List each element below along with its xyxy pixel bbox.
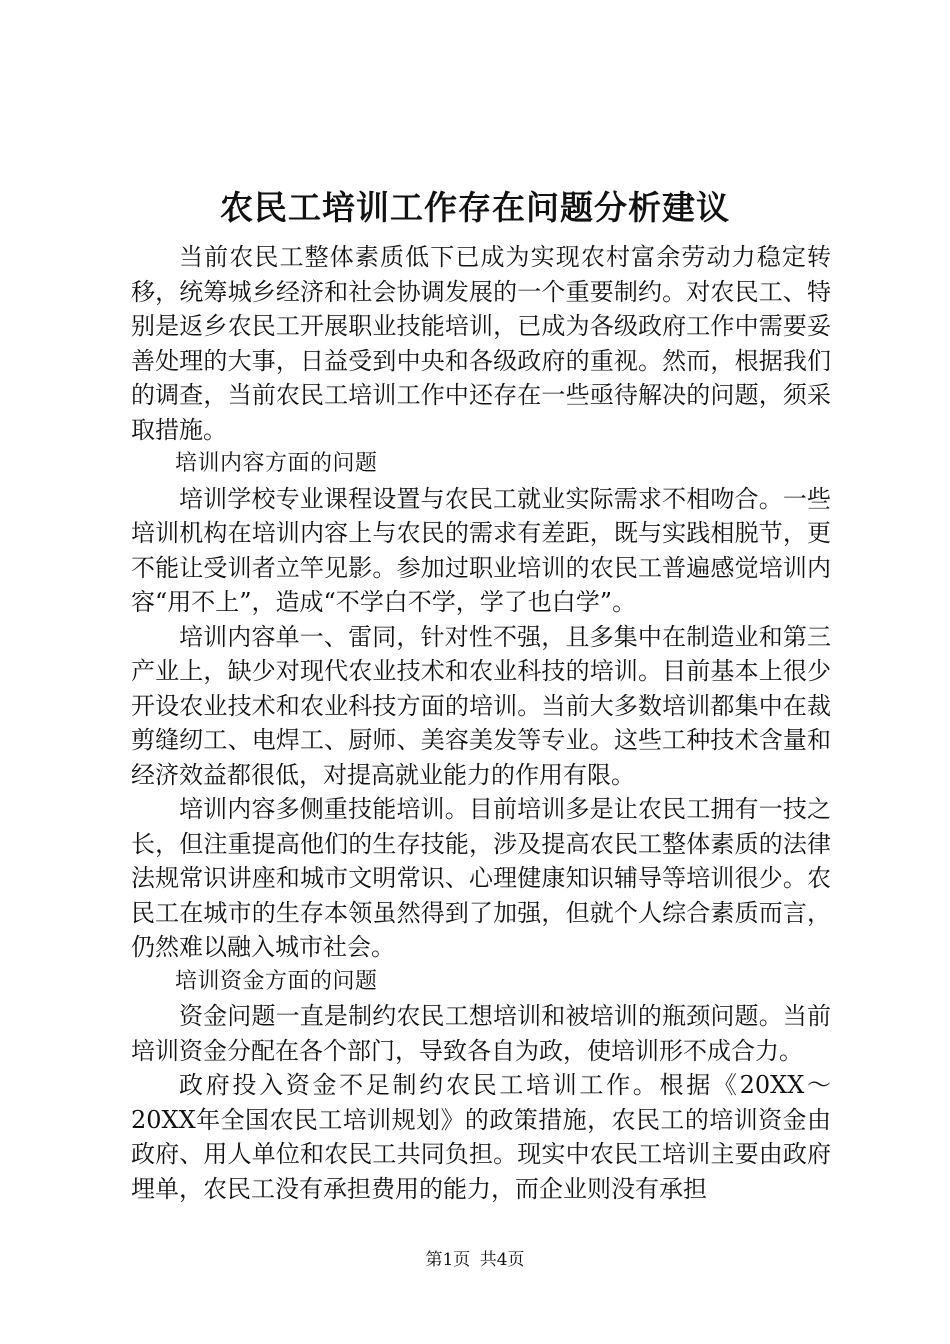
page-total: 共4页 <box>479 1250 525 1270</box>
body-paragraph: 培训内容多侧重技能培训。目前培训多是让农民工拥有一技之长，但注重提高他们的生存技能，涉及提高农民工整体素质的法律法规常识讲座和城市文明常识、心理健康知识辅导等培训很少。农民工在城市的生存本领虽然得到了加强，但就个人综合素质而言，仍然难以融入城市社会。 <box>131 795 831 961</box>
section-heading: 培训内容方面的问题 <box>175 451 378 476</box>
section-heading: 培训资金方面的问题 <box>175 968 378 994</box>
page-number: 第1页 <box>425 1250 471 1270</box>
body-paragraph: 政府投入资金不足制约农民工培训工作。根据《20XX～20XX年全国农民工培训规划》的政策措施，农民工的培训资金由政府、用人单位和农民工共同负担。现实中农民工培训主要由政府埋单，农民工没有承担费用的能力，而企业则没有承担 <box>131 1071 831 1203</box>
body-paragraph: 培训学校专业课程设置与农民工就业实际需求不相吻合。一些培训机构在培训内容上与农民的需求有差距，既与实践相脱节，更不能让受训者立竿见影。参加过职业培训的农民工普遍感觉培训内容“用不上”，造成“不学白不学，学了也白学”。 <box>131 484 831 616</box>
document-body <box>131 240 831 1206</box>
body-paragraph: 当前农民工整体素质低下已成为实现农村富余劳动力稳定转移，统筹城乡经济和社会协调发展的一个重要制约。对农民工、特别是返乡农民工开展职业技能培训，已成为各级政府工作中需要妥善处理的大事，日益受到中央和各级政府的重视。然而，根据我们的调查，当前农民工培训工作中还存在一些亟待解决的问题，须采取措施。 <box>131 243 831 444</box>
page-footer <box>0 1248 950 1272</box>
body-paragraph: 培训内容单一、雷同，针对性不强，且多集中在制造业和第三产业上，缺少对现代农业技术和农业科技的培训。目前基本上很少开设农业技术和农业科技方面的培训。当前大多数培训都集中在裁剪缝纫工、电焊工、厨师、美容美发等专业。这些工种技术含量和经济效益都很低，对提高就业能力的作用有限。 <box>131 622 831 789</box>
body-paragraph: 资金问题一直是制约农民工想培训和被培训的瓶颈问题。当前培训资金分配在各个部门，导致各自为政，使培训形不成合力。 <box>131 1002 831 1065</box>
document-title: 农民工培训工作存在问题分析建议 <box>220 188 730 227</box>
